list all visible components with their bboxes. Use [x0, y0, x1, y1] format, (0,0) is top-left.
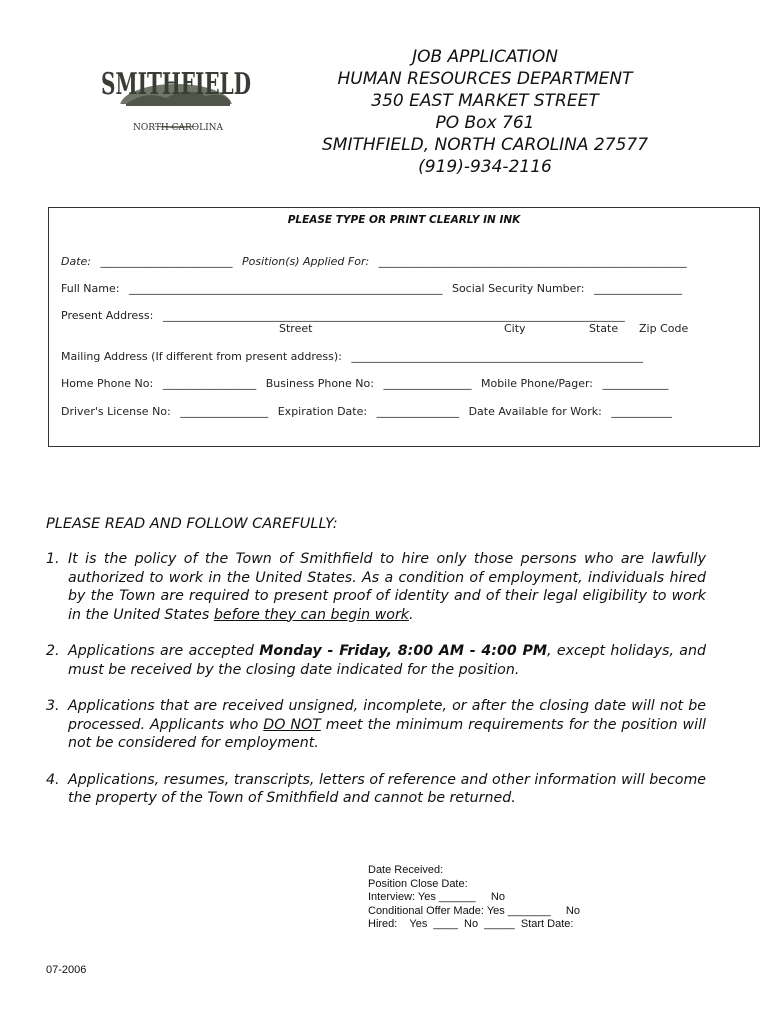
- address-zip-caption: Zip Code: [639, 322, 689, 335]
- mailing-row: [61, 350, 649, 363]
- office-hired: Hired: Yes ____ No _____ Start Date:: [368, 918, 574, 930]
- home-phone-field[interactable]: _________________: [162, 377, 257, 390]
- rule-text: Applications that are received unsigned, incomplete, or after the closing date will not be processed. Applicants who: [68, 698, 706, 733]
- address-row: [61, 309, 631, 322]
- license-label: Driver's License No:: [61, 405, 171, 418]
- header-title: JOB APPLICATION: [412, 47, 558, 67]
- address-field[interactable]: ____________________________________________________________________________________: [162, 309, 625, 322]
- office-conditional-offer: Conditional Offer Made: Yes _______ No: [368, 904, 580, 917]
- header-pobox: PO Box 761: [435, 113, 535, 133]
- office-interview: Interview: Yes ______ No: [368, 891, 505, 903]
- rule-text: Applications are accepted: [68, 643, 260, 659]
- rule-emphasis: before they can begin work: [213, 606, 410, 623]
- notice-heading: PLEASE READ AND FOLLOW CAREFULLY:: [46, 516, 338, 532]
- ssn-label: Social Security Number:: [451, 282, 585, 295]
- rule-text-end: , except holidays, and must be received by the closing date indicated for the position.: [68, 643, 706, 678]
- letterhead: [300, 46, 670, 178]
- expiration-label: Expiration Date:: [277, 405, 368, 418]
- rule-emphasis: Monday - Friday, 8:00 AM - 4:00 PM: [259, 643, 547, 659]
- svg-text:NORTH CAROLINA: NORTH CAROLINA: [132, 123, 224, 133]
- header-street: 350 EAST MARKET STREET: [371, 91, 599, 111]
- license-row: [61, 405, 678, 418]
- rule-emphasis: DO NOT: [263, 716, 321, 733]
- rule-number: 1.: [46, 551, 60, 567]
- header-phone: (919)-934-2116: [418, 157, 552, 177]
- office-use-block: [368, 864, 580, 932]
- name-ssn-row: [61, 282, 688, 295]
- rule-text: It is the policy of the Town of Smithfield to hire only those persons who are lawfully authorized to work in the United States. As a condition of employment, individuals hired by the Town are required to present proof of identity and of their legal eligibility to work in the United States: [68, 551, 706, 623]
- address-city-caption: City: [504, 322, 526, 335]
- position-label: Position(s) Applied For:: [242, 255, 370, 268]
- fullname-label: Full Name:: [61, 282, 120, 295]
- header-city: SMITHFIELD, NORTH CAROLINA 27577: [321, 135, 649, 155]
- rule-item: [46, 771, 706, 808]
- address-street-caption: Street: [279, 322, 313, 335]
- business-phone-field[interactable]: ________________: [383, 377, 472, 390]
- rule-number: 3.: [46, 698, 60, 714]
- date-position-row: [61, 255, 693, 268]
- mobile-field[interactable]: ____________: [602, 377, 669, 390]
- rule-item: [46, 550, 706, 624]
- rules-list: [46, 550, 706, 826]
- office-date-received: Date Received:: [368, 864, 444, 876]
- rule-item: [46, 697, 706, 753]
- rule-text-end: .: [409, 606, 414, 623]
- address-state-caption: State: [589, 322, 619, 335]
- available-field[interactable]: ___________: [611, 405, 672, 418]
- address-label: Present Address:: [61, 309, 154, 322]
- mailing-label: Mailing Address (If different from present address):: [61, 350, 342, 363]
- rule-number: 2.: [46, 643, 60, 659]
- fullname-field[interactable]: _________________________________________________________: [128, 282, 443, 295]
- license-field[interactable]: ________________: [180, 405, 269, 418]
- rule-number: 4.: [46, 771, 60, 788]
- home-phone-label: Home Phone No:: [61, 377, 154, 390]
- svg-text:SMITHFIELD: SMITHFIELD: [101, 67, 251, 102]
- header-department: HUMAN RESOURCES DEPARTMENT: [337, 69, 633, 89]
- form-instructions: PLEASE TYPE OR PRINT CLEARLY IN INK: [287, 214, 521, 226]
- rule-text-end: meet the minimum requirements for the position will not be considered for employment.: [68, 716, 706, 751]
- date-field[interactable]: ________________________: [100, 255, 233, 268]
- mailing-field[interactable]: _____________________________________________________: [351, 350, 643, 363]
- office-close-date: Position Close Date:: [368, 877, 468, 890]
- ssn-field[interactable]: ________________: [593, 282, 682, 295]
- revision-date: 07-2006: [46, 964, 87, 976]
- position-field[interactable]: ________________________________________________________: [378, 255, 687, 268]
- rule-text: Applications, resumes, transcripts, letters of reference and other information will become the property of the Town of Smithfield and cannot be returned.: [68, 771, 706, 806]
- phone-row: [61, 377, 675, 390]
- applicant-info-form: [48, 207, 760, 447]
- date-label: Date:: [61, 255, 91, 268]
- business-phone-label: Business Phone No:: [265, 377, 374, 390]
- mobile-label: Mobile Phone/Pager:: [480, 377, 593, 390]
- available-label: Date Available for Work:: [468, 405, 602, 418]
- smithfield-logo: [96, 60, 256, 142]
- rule-item: [46, 642, 706, 679]
- expiration-field[interactable]: _______________: [376, 405, 460, 418]
